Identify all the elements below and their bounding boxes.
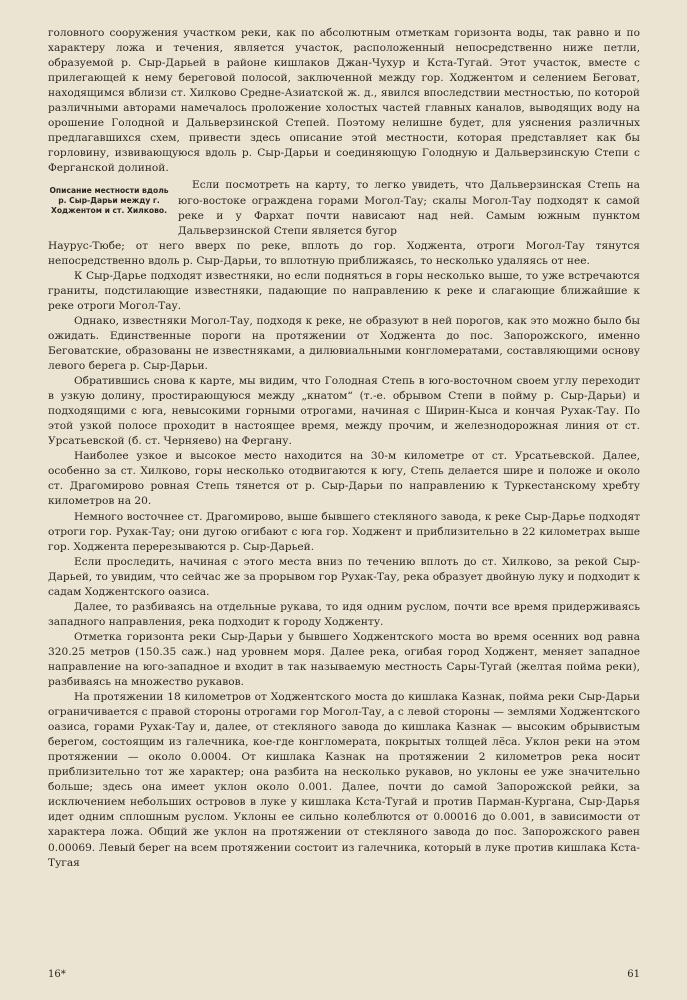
paragraph: Если проследить, начиная с этого места вниз по течению вплоть до ст. Хилково, за рекой Сыр-Дарьей, то увидим, что сейчас же за прорывом гор Рухак-Тау, река образует двойную луку и подходит к садам Ходжентского оазиса. — [48, 555, 640, 598]
signature-mark: 16* — [48, 969, 66, 980]
body-text — [48, 26, 640, 871]
intro-paragraph: головного сооружения участком реки, как по абсолютным отметкам горизонта воды, так равно и по характеру ложа и течения, является участок, расположенный непосредственно ниже петли, образуемой р. Сыр-Дарьей в районе кишлаков Джан-Чухур и Кста-Тугай. Этот участок, вместе с прилегающей к нему береговой полосой, заключенной между гор. Ходжентом и селением Беговат, находящимся вблизи ст. Хилково Средне-Азиатской ж. д., явился впоследствии местностью, по которой различными авторами намечалось проложение холостых частей главных каналов, выводящих воду на орошение Голодной и Дальверзинской Степей. Поэтому нелишне будет, для уяснения различных предлагавшихся схем, привести здесь описание этой местности, которая представляет как бы горловину, извивающуюся вдоль р. Сыр-Дарьи и соединяющую Голодную и Дальверзинскую Степи с Ферганской долиной. — [48, 27, 640, 175]
wrapped-text — [178, 178, 640, 238]
paragraph: К Сыр-Дарье подходят известняки, но если подняться в горы несколько выше, то уже встречаются граниты, подстилающие известняки, падающие по направлению к реке и слагающие ближайшие к реке отроги Могол-Тау. — [48, 269, 640, 312]
paragraph: Отметка горизонта реки Сыр-Дарьи у бывшего Ходжентского моста во время осенних вод равна 320.25 метров (150.35 саж.) над уровнем моря. Далее река, огибая город Ходжент, меняет западное направление на юго-западное и входит в так называемую местность Сары-Тугай (желтая пойма реки), разбиваясь на множество рукавов. — [48, 630, 640, 689]
paragraphs — [48, 239, 640, 871]
wrapped-paragraph: Если посмотреть на карту, то легко увидеть, что Дальверзинская Степь на юго-востоке ограждена горами Могол-Тау; скалы Могол-Тау подходят к самой реке и у Фархат почти нависают над ней. Самым южным пунктом Дальверзинской Степи является бугор — [178, 179, 640, 237]
paragraph: На протяжении 18 километров от Ходжентского моста до кишлака Казнак, пойма реки Сыр-Дарьи ограничивается с правой стороны отрогами гор Могол-Тау, а с левой стороны — землями Ходжентского оазиса, горами Рухак-Тау и, далее, от стекляного завода до кишлака Казнак — высоким обрывистым берегом, состоящим из галечника, кое-где конгломерата, покрытых толщей лёса. Уклон реки на этом протяжении — около 0.0004. От кишлака Казнак на протяжении 2 километров река носит приблизительно тот же характер; она разбита на несколько рукавов, но уклоны ее уже значительно больше; здесь она имеет уклон около 0.001. Далее, почти до самой Запорожской рейки, за исключением небольших островов в луке у кишлака Кста-Тугай и против Парман-Кургана, Сыр-Дарья идет одним сплошным руслом. Уклоны ее сильно колеблются от 0.00016 до 0.001, в зависимости от характера ложа. Общий же уклон на протяжении от стекляного завода до пос. Запорожского равен 0.00069. Левый берег на всем протяжении состоит из галечника, который в луке против кишлака Кста-Тугая — [48, 691, 640, 869]
paragraph: Далее, то разбиваясь на отдельные рукава, то идя одним руслом, почти все время придерживаясь западного направления, река подходит к городу Ходженту. — [48, 600, 640, 628]
paragraph: Однако, известняки Могол-Тау, подходя к реке, не образуют в ней порогов, как это можно было бы ожидать. Единственные пороги на протяжении от Ходжента до пос. Запорожского, именно Беговатские, образованы не известняками, а дилювиальными конгломератами, составляющими основу левого берега р. Сыр-Дарьи. — [48, 314, 640, 373]
paragraph: Наиболее узкое и высокое место находится на 30-м километре от ст. Урсатьевской. Далее, особенно за ст. Хилково, горы несколько отодвигаются к югу, Степь делается шире и положе и около ст. Драгомирово ровная Степь тянется от р. Сыр-Дарьи по направлению к Туркестанскому хребту километров на 20. — [48, 450, 640, 508]
page-number: 61 — [627, 969, 640, 980]
page-footer — [48, 969, 640, 980]
margin-note: Описание местности вдоль р. Сыр-Дарьи между г. Ходжентом и ст. Хилково. — [49, 186, 169, 216]
paragraph: Немного восточнее ст. Драгомирово, выше бывшего стекляного завода, к реке Сыр-Дарье подходят отроги гор. Рухак-Тау; они дугою огибают с юга гор. Ходжент и приблизительно в 22 километрах выше гор. Ходжента перерезываются р. Сыр-Дарьей. — [48, 510, 640, 553]
sidenote-block — [48, 178, 640, 238]
paragraph: Наурус-Тюбе; от него вверх по реке, вплоть до гор. Ходжента, отроги Могол-Тау тянутся непосредственно вдоль р. Сыр-Дарьи, то вплотную приближаясь, то несколько удаляясь от нее. — [48, 239, 640, 267]
paragraph: Обратившись снова к карте, мы видим, что Голодная Степь в юго-восточном своем углу переходит в узкую долину, простирающуюся между „кнатом“ (т.-е. обрывом Степи в пойму р. Сыр-Дарьи) и подходящими с юга, невысокими горными отрогами, начиная с Ширин-Кыса и кончая Рухак-Тау. По этой узкой полосе проходит в настоящее время, между прочим, и железнодорожная линия от ст. Урсатьевской (б. ст. Черняево) на Фергану. — [48, 375, 640, 448]
